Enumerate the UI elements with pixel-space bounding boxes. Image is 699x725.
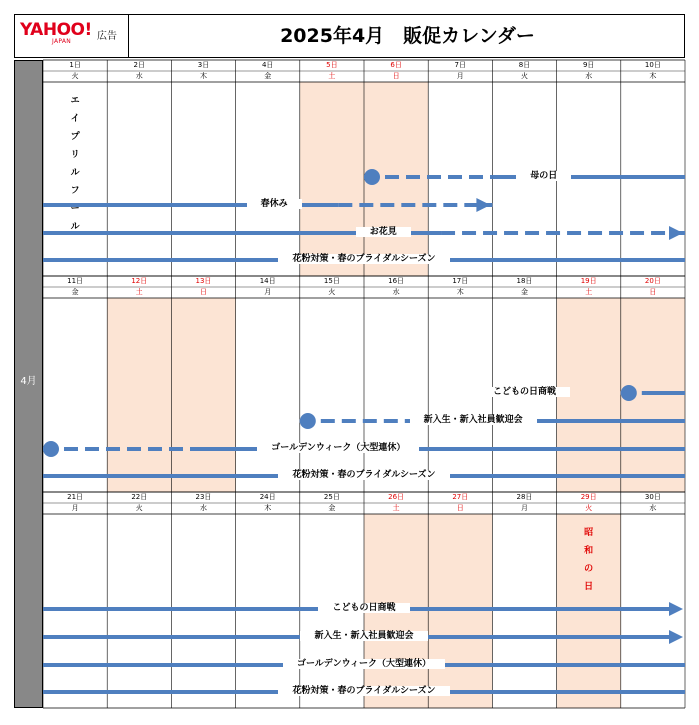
- day-date: 30日: [644, 493, 661, 501]
- day-date: 23日: [195, 493, 212, 501]
- day-of-week: 金: [328, 504, 336, 512]
- event-start-dot: [364, 169, 380, 185]
- day-of-week: 木: [456, 288, 464, 296]
- day-date: 12日: [131, 277, 148, 285]
- event-label: [273, 226, 493, 239]
- event-label: [415, 386, 635, 399]
- day-date: 16日: [388, 277, 405, 285]
- event-start-dot: [300, 413, 316, 429]
- day-date: 27日: [452, 493, 469, 501]
- event-label-text: 春休み: [247, 199, 302, 209]
- day-date: 26日: [388, 493, 405, 501]
- vertical-note: 昭 和 の 日: [584, 528, 594, 592]
- day-date: 29日: [580, 493, 597, 501]
- day-of-week: 土: [328, 72, 336, 80]
- event-label: [228, 442, 448, 455]
- day-of-week: 日: [199, 288, 207, 296]
- day-of-week: 日: [392, 72, 400, 80]
- event-label-text: 母の日: [516, 171, 571, 181]
- event-label-text: こどもの日商戦: [479, 387, 570, 397]
- event-label: [254, 658, 474, 671]
- month-label: 4月: [20, 376, 37, 387]
- day-date: 25日: [323, 493, 340, 501]
- event-label: [254, 685, 474, 698]
- event-label-text: お花見: [356, 227, 411, 237]
- day-date: 13日: [195, 277, 212, 285]
- day-of-week: 木: [264, 504, 272, 512]
- day-of-week: 火: [135, 504, 143, 512]
- event-label-text: ゴールデンウィーク（大型連休）: [257, 443, 419, 453]
- day-date: 3日: [197, 61, 210, 69]
- holiday-fill: [300, 82, 364, 276]
- ad-label: 広告: [97, 31, 117, 42]
- day-date: 28日: [516, 493, 533, 501]
- day-date: 24日: [259, 493, 276, 501]
- day-date: 20日: [644, 277, 661, 285]
- event-label-text: ゴールデンウィーク（大型連休）: [283, 659, 445, 669]
- day-of-week: 水: [649, 504, 657, 512]
- event-arrowhead: [669, 630, 683, 644]
- day-of-week: 月: [264, 288, 272, 296]
- day-of-week: 土: [392, 504, 400, 512]
- day-date: 4日: [261, 61, 274, 69]
- day-date: 18日: [516, 277, 533, 285]
- event-arrowhead: [669, 226, 683, 240]
- day-of-week: 火: [71, 72, 79, 80]
- event-label-text: 花粉対策・春のブライダルシーズン: [278, 254, 449, 264]
- day-of-week: 土: [135, 288, 143, 296]
- day-of-week: 水: [392, 288, 400, 296]
- yahoo-logo-sub: JAPAN: [52, 38, 72, 45]
- day-date: 7日: [454, 61, 467, 69]
- day-of-week: 火: [585, 504, 593, 512]
- day-date: 1日: [69, 61, 81, 69]
- event-label: [164, 198, 384, 211]
- day-date: 15日: [323, 277, 340, 285]
- day-of-week: 月: [456, 72, 464, 80]
- event-label-text: こどもの日商戦: [318, 603, 409, 613]
- event-label: [254, 602, 474, 615]
- day-date: 9日: [582, 61, 595, 69]
- day-date: 14日: [259, 277, 276, 285]
- event-start-dot: [43, 441, 59, 457]
- day-of-week: 金: [520, 288, 528, 296]
- vertical-note: エ イ プ リ ル フ ー ル: [70, 96, 80, 232]
- day-of-week: 水: [135, 72, 143, 80]
- day-of-week: 水: [199, 504, 207, 512]
- day-of-week: 月: [71, 504, 79, 512]
- holiday-fill: [171, 298, 235, 492]
- day-of-week: 水: [585, 72, 593, 80]
- day-date: 21日: [67, 493, 84, 501]
- event-label-text: 花粉対策・春のブライダルシーズン: [278, 686, 449, 696]
- day-of-week: 木: [199, 72, 207, 80]
- day-date: 6日: [390, 61, 402, 69]
- event-arrowhead: [476, 198, 490, 212]
- holiday-fill: [107, 298, 171, 492]
- day-date: 17日: [452, 277, 469, 285]
- day-of-week: 月: [520, 504, 528, 512]
- day-date: 2日: [133, 61, 146, 69]
- day-of-week: 金: [71, 288, 79, 296]
- event-label: [254, 469, 474, 482]
- day-date: 8日: [518, 61, 531, 69]
- event-label-text: 新入生・新入社員歓迎会: [410, 415, 537, 425]
- day-date: 22日: [131, 493, 148, 501]
- day-date: 11日: [67, 277, 84, 285]
- day-of-week: 日: [649, 288, 657, 296]
- event-label: [254, 253, 474, 266]
- day-of-week: 木: [649, 72, 657, 80]
- day-of-week: 金: [264, 72, 272, 80]
- day-of-week: 火: [520, 72, 528, 80]
- event-label-text: 花粉対策・春のブライダルシーズン: [278, 470, 449, 480]
- event-label: [254, 630, 474, 643]
- day-date: 10日: [644, 61, 661, 69]
- event-label: [434, 170, 654, 183]
- day-date: 19日: [580, 277, 597, 285]
- day-date: 5日: [326, 61, 338, 69]
- day-of-week: 日: [456, 504, 464, 512]
- event-arrowhead: [669, 602, 683, 616]
- event-label: [363, 414, 583, 427]
- page-title: 2025年4月 販促カレンダー: [280, 25, 535, 47]
- day-of-week: 火: [328, 288, 336, 296]
- event-label-text: 新入生・新入社員歓迎会: [300, 631, 427, 641]
- day-of-week: 土: [585, 288, 593, 296]
- yahoo-logo: YAHOO!: [20, 20, 92, 40]
